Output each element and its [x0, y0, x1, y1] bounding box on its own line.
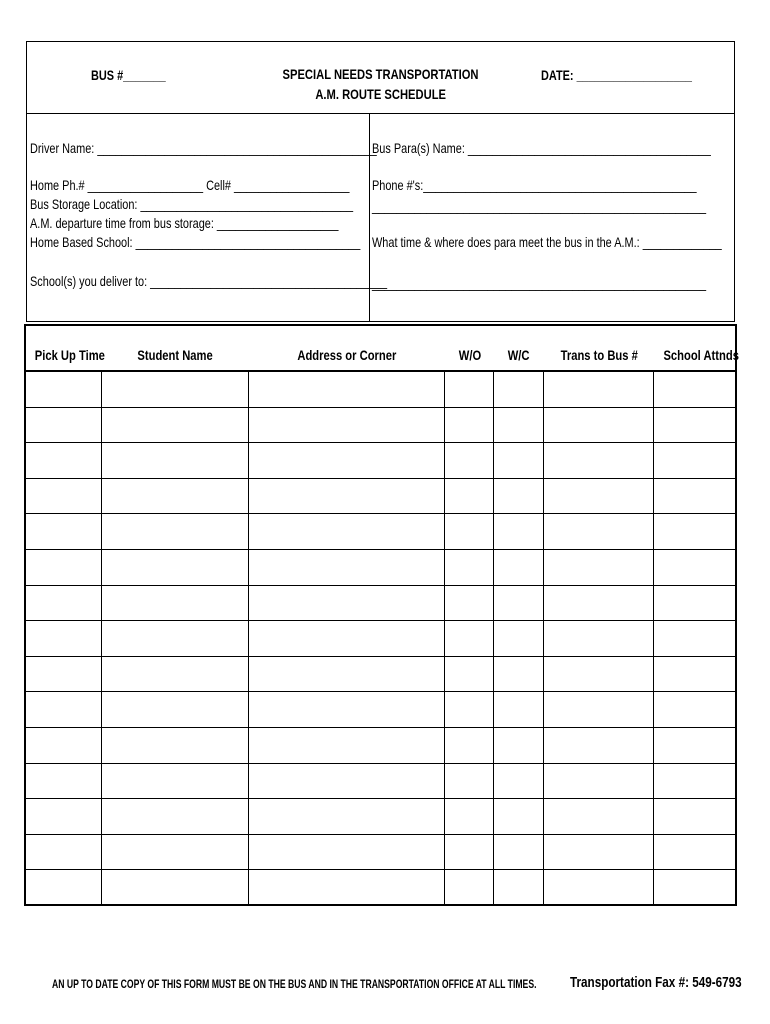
- table-row: [26, 692, 735, 728]
- departure-time-field[interactable]: A.M. departure time from bus storage: ____________________: [30, 215, 339, 231]
- cell-address[interactable]: [249, 728, 445, 763]
- cell-pick-up-time[interactable]: [26, 692, 102, 727]
- cell-school-attnds[interactable]: [654, 870, 735, 906]
- bus-number-field[interactable]: BUS #_______: [91, 67, 166, 83]
- cell-wo[interactable]: [445, 764, 494, 799]
- cell-student-name[interactable]: [102, 372, 249, 407]
- table-row: [26, 835, 735, 871]
- cell-student-name[interactable]: [102, 621, 249, 656]
- cell-wo[interactable]: [445, 550, 494, 585]
- cell-school-attnds[interactable]: [654, 621, 735, 656]
- cell-wo[interactable]: [445, 692, 494, 727]
- cell-address[interactable]: [249, 372, 445, 407]
- cell-school-attnds[interactable]: [654, 443, 735, 478]
- col-school-attnds: School Attnds: [663, 347, 739, 363]
- footer-note: AN UP TO DATE COPY OF THIS FORM MUST BE ON THE BUS AND IN THE TRANSPORTATION OFFICE AT ALL TIMES.: [52, 977, 537, 991]
- cell-wc[interactable]: [494, 728, 544, 763]
- col-student-name: Student Name: [137, 347, 214, 363]
- cell-student-name[interactable]: [102, 799, 249, 834]
- cell-pick-up-time[interactable]: [26, 657, 102, 692]
- cell-student-name[interactable]: [102, 550, 249, 585]
- cell-wo[interactable]: [445, 621, 494, 656]
- cell-wo[interactable]: [445, 799, 494, 834]
- cell-address[interactable]: [249, 657, 445, 692]
- col-trans-to-bus: Trans to Bus #: [560, 347, 638, 363]
- col-wo: W/O: [458, 347, 481, 363]
- cell-student-name[interactable]: [102, 835, 249, 870]
- cell-trans-to-bus[interactable]: [544, 728, 654, 763]
- cell-pick-up-time[interactable]: [26, 835, 102, 870]
- cell-student-name[interactable]: [102, 479, 249, 514]
- table-row: [26, 657, 735, 693]
- cell-wc[interactable]: [494, 799, 544, 834]
- cell-wo[interactable]: [445, 657, 494, 692]
- cell-wo[interactable]: [445, 728, 494, 763]
- cell-trans-to-bus[interactable]: [544, 479, 654, 514]
- cell-trans-to-bus[interactable]: [544, 657, 654, 692]
- table-row: [26, 408, 735, 444]
- cell-address[interactable]: [249, 479, 445, 514]
- cell-trans-to-bus[interactable]: [544, 443, 654, 478]
- driver-name-field[interactable]: Driver Name: ______________________________________________: [30, 140, 377, 156]
- cell-pick-up-time[interactable]: [26, 799, 102, 834]
- cell-school-attnds[interactable]: [654, 550, 735, 585]
- cell-trans-to-bus[interactable]: [544, 550, 654, 585]
- cell-wc[interactable]: [494, 514, 544, 549]
- para-blank-line[interactable]: _______________________________________________________: [372, 275, 707, 291]
- para-phone-line2[interactable]: _______________________________________________________: [372, 198, 707, 214]
- cell-school-attnds[interactable]: [654, 799, 735, 834]
- cell-wo[interactable]: [445, 372, 494, 407]
- home-school-field[interactable]: Home Based School: _____________________________________: [30, 234, 361, 250]
- cell-student-name[interactable]: [102, 514, 249, 549]
- cell-wo[interactable]: [445, 408, 494, 443]
- cell-address[interactable]: [249, 870, 445, 906]
- schools-deliver-field[interactable]: School(s) you deliver to: _______________________________________: [30, 273, 388, 289]
- cell-student-name[interactable]: [102, 870, 249, 906]
- cell-school-attnds[interactable]: [654, 764, 735, 799]
- cell-pick-up-time[interactable]: [26, 621, 102, 656]
- cell-school-attnds[interactable]: [654, 408, 735, 443]
- cell-school-attnds[interactable]: [654, 657, 735, 692]
- cell-pick-up-time[interactable]: [26, 550, 102, 585]
- cell-trans-to-bus[interactable]: [544, 764, 654, 799]
- cell-school-attnds[interactable]: [654, 835, 735, 870]
- cell-school-attnds[interactable]: [654, 479, 735, 514]
- cell-pick-up-time[interactable]: [26, 372, 102, 407]
- cell-trans-to-bus[interactable]: [544, 835, 654, 870]
- cell-school-attnds[interactable]: [654, 692, 735, 727]
- cell-student-name[interactable]: [102, 728, 249, 763]
- cell-school-attnds[interactable]: [654, 728, 735, 763]
- cell-wc[interactable]: [494, 657, 544, 692]
- col-address: Address or Corner: [297, 347, 397, 363]
- cell-address[interactable]: [249, 550, 445, 585]
- cell-student-name[interactable]: [102, 408, 249, 443]
- cell-address[interactable]: [249, 692, 445, 727]
- cell-wc[interactable]: [494, 443, 544, 478]
- cell-address[interactable]: [249, 408, 445, 443]
- table-body: [26, 372, 735, 906]
- cell-student-name[interactable]: [102, 443, 249, 478]
- cell-address[interactable]: [249, 799, 445, 834]
- cell-address[interactable]: [249, 835, 445, 870]
- cell-address[interactable]: [249, 764, 445, 799]
- cell-student-name[interactable]: [102, 586, 249, 621]
- route-table: [24, 324, 737, 906]
- cell-trans-to-bus[interactable]: [544, 408, 654, 443]
- form-title: SPECIAL NEEDS TRANSPORTATION: [282, 66, 479, 82]
- table-row: [26, 443, 735, 479]
- cell-school-attnds[interactable]: [654, 372, 735, 407]
- table-row: [26, 799, 735, 835]
- table-header: [26, 326, 739, 372]
- cell-wo[interactable]: [445, 586, 494, 621]
- cell-pick-up-time[interactable]: [26, 514, 102, 549]
- cell-wc[interactable]: [494, 870, 544, 906]
- cell-address[interactable]: [249, 514, 445, 549]
- cell-school-attnds[interactable]: [654, 586, 735, 621]
- cell-address[interactable]: [249, 621, 445, 656]
- cell-wc[interactable]: [494, 479, 544, 514]
- cell-trans-to-bus[interactable]: [544, 514, 654, 549]
- route-info-section: [26, 114, 735, 322]
- table-row: [26, 764, 735, 800]
- cell-pick-up-time[interactable]: [26, 408, 102, 443]
- cell-trans-to-bus[interactable]: [544, 586, 654, 621]
- cell-student-name[interactable]: [102, 692, 249, 727]
- table-row: [26, 479, 735, 515]
- table-row: [26, 550, 735, 586]
- cell-wc[interactable]: [494, 764, 544, 799]
- cell-wc[interactable]: [494, 586, 544, 621]
- cell-student-name[interactable]: [102, 764, 249, 799]
- col-wc: W/C: [508, 347, 530, 363]
- cell-trans-to-bus[interactable]: [544, 870, 654, 906]
- table-row: [26, 586, 735, 622]
- cell-pick-up-time[interactable]: [26, 443, 102, 478]
- cell-wo[interactable]: [445, 443, 494, 478]
- fax-number: Transportation Fax #: 549-6793: [570, 974, 742, 991]
- cell-pick-up-time[interactable]: [26, 479, 102, 514]
- cell-wc[interactable]: [494, 621, 544, 656]
- para-meet-field[interactable]: What time & where does para meet the bus in the A.M.: _____________: [372, 234, 722, 250]
- cell-trans-to-bus[interactable]: [544, 372, 654, 407]
- col-pick-up-time: Pick Up Time: [34, 347, 105, 363]
- cell-wc[interactable]: [494, 835, 544, 870]
- cell-school-attnds[interactable]: [654, 514, 735, 549]
- cell-trans-to-bus[interactable]: [544, 799, 654, 834]
- cell-trans-to-bus[interactable]: [544, 621, 654, 656]
- date-field[interactable]: DATE: ___________________: [541, 67, 692, 83]
- home-phone-field[interactable]: Home Ph.# ___________________ Cell# ___________________: [30, 177, 350, 193]
- cell-student-name[interactable]: [102, 657, 249, 692]
- form-header: [26, 41, 735, 114]
- cell-wc[interactable]: [494, 550, 544, 585]
- table-row: [26, 728, 735, 764]
- table-row: [26, 372, 735, 408]
- cell-pick-up-time[interactable]: [26, 764, 102, 799]
- bus-storage-field[interactable]: Bus Storage Location: ___________________________________: [30, 196, 354, 212]
- cell-address[interactable]: [249, 443, 445, 478]
- cell-wo[interactable]: [445, 514, 494, 549]
- table-row: [26, 621, 735, 657]
- cell-address[interactable]: [249, 586, 445, 621]
- cell-pick-up-time[interactable]: [26, 870, 102, 906]
- table-row: [26, 870, 735, 906]
- cell-wo[interactable]: [445, 479, 494, 514]
- cell-trans-to-bus[interactable]: [544, 692, 654, 727]
- cell-wo[interactable]: [445, 835, 494, 870]
- cell-pick-up-time[interactable]: [26, 586, 102, 621]
- para-phone-field[interactable]: Phone #'s:_____________________________________________: [372, 177, 697, 193]
- cell-wo[interactable]: [445, 870, 494, 906]
- cell-pick-up-time[interactable]: [26, 728, 102, 763]
- table-row: [26, 514, 735, 550]
- cell-wc[interactable]: [494, 408, 544, 443]
- form-subtitle: A.M. ROUTE SCHEDULE: [315, 86, 446, 102]
- para-name-field[interactable]: Bus Para(s) Name: ________________________________________: [372, 140, 711, 156]
- cell-wc[interactable]: [494, 372, 544, 407]
- cell-wc[interactable]: [494, 692, 544, 727]
